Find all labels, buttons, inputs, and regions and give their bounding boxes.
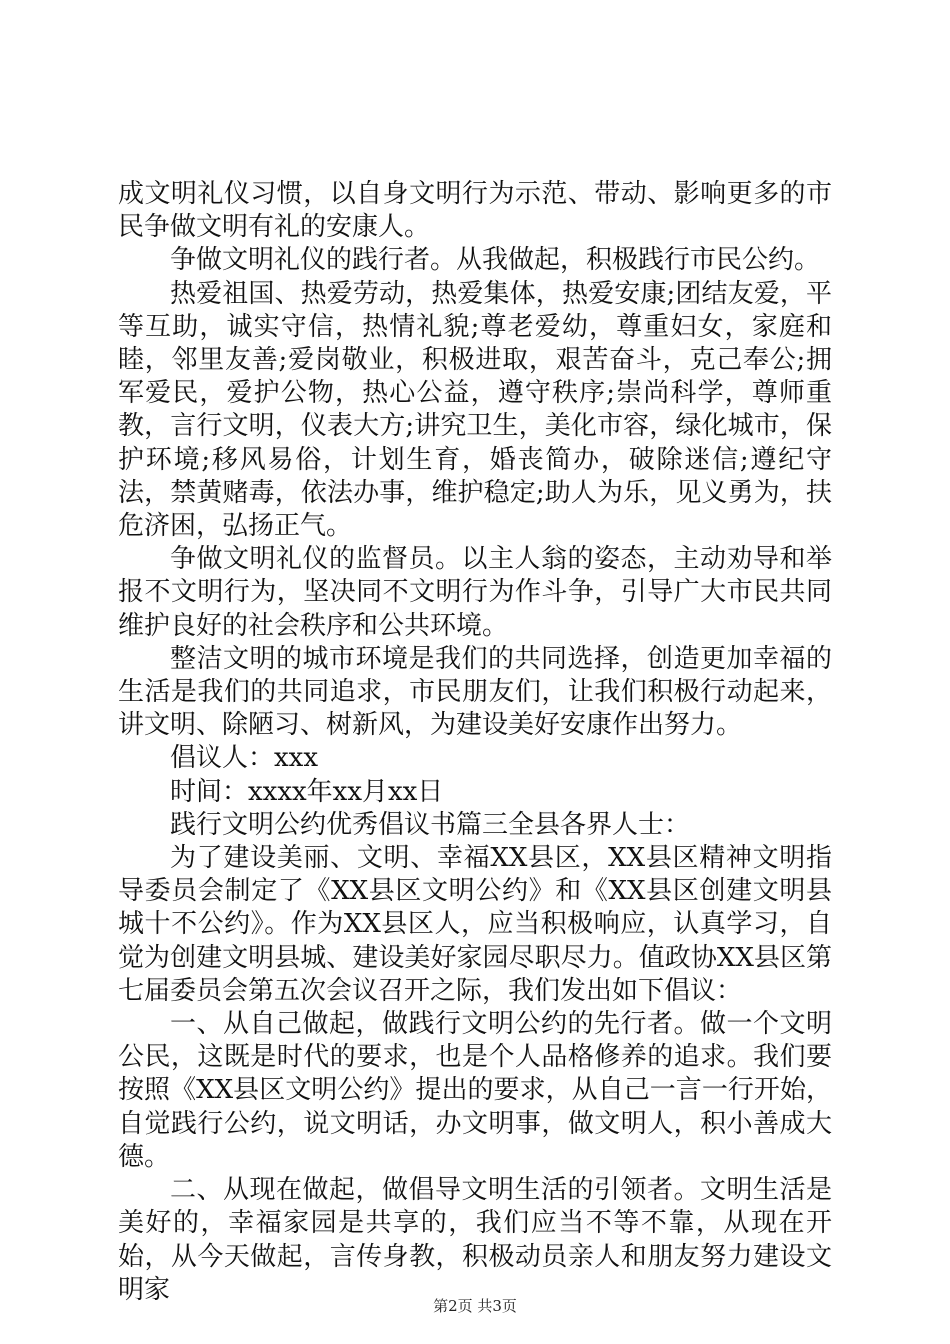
paragraph: 热爱祖国、热爱劳动，热爱集体，热爱安康;团结友爱，平等互助，诚实守信，热情礼貌;尊老爱幼，尊重妇女，家庭和睦，邻里友善;爱岗敬业，积极进取，艰苦奋斗，克己奉公;拥军爱民，爱护公物，热心公益，遵守秩序;崇尚科学，尊师重教，言行文明，仪表大方;讲究卫生，美化市容，绿化城市，保护环境;移风易俗，计划生育，婚丧简办，破除迷信;遵纪守法，禁黄赌毒，依法办事，维护稳定;助人为乐，见义勇为，扶危济困，弘扬正气。: [118, 278, 832, 542]
paragraph: 成文明礼仪习惯，以自身文明行为示范、带动、影响更多的市民争做文明有礼的安康人。: [118, 179, 832, 243]
paragraph: 一、从自己做起，做践行文明公约的先行者。做一个文明公民，这既是时代的要求，也是个人品格修养的追求。我们要按照《XX县区文明公约》提出的要求，从自己一言一行开始，自觉践行公约，说文明话，办文明事，做文明人，积小善成大德。: [118, 1009, 832, 1172]
paragraph: 为了建设美丽、文明、幸福XX县区，XX县区精神文明指导委员会制定了《XX县区文明公约》和《XX县区创建文明县城十不公约》。作为XX县区人，应当积极响应，认真学习，自觉为创建文明县城、建设美好家园尽职尽力。值政协XX县区第七届委员会第五次会议召开之际，我们发出如下倡议：: [118, 843, 832, 1006]
page-footer: 第2页 共3页: [433, 1297, 517, 1315]
paragraph: 二、从现在做起，做倡导文明生活的引领者。文明生活是美好的，幸福家园是共享的，我们应当不等不靠，从现在开始，从今天做起，言传身教，积极动员亲人和朋友努力建设文明家: [118, 1175, 832, 1305]
paragraph: 争做文明礼仪的践行者。从我做起，积极践行市民公约。: [170, 245, 821, 276]
document-body: [118, 178, 832, 1307]
paragraph: 整洁文明的城市环境是我们的共同选择，创造更加幸福的生活是我们的共同追求，市民朋友们，让我们积极行动起来，讲文明、除陋习、树新风，为建设美好安康作出努力。: [118, 643, 832, 741]
paragraph: 争做文明礼仪的监督员。以主人翁的姿态，主动劝导和举报不文明行为，坚决同不文明行为作斗争，引导广大市民共同维护良好的社会秩序和公共环境。: [118, 544, 832, 641]
section-heading-line: 践行文明公约优秀倡议书篇三全县各界人士：: [170, 809, 691, 840]
signatory-line: 倡议人：xxx: [170, 743, 318, 774]
date-line: 时间：xxxx年xx月xx日: [170, 776, 444, 807]
